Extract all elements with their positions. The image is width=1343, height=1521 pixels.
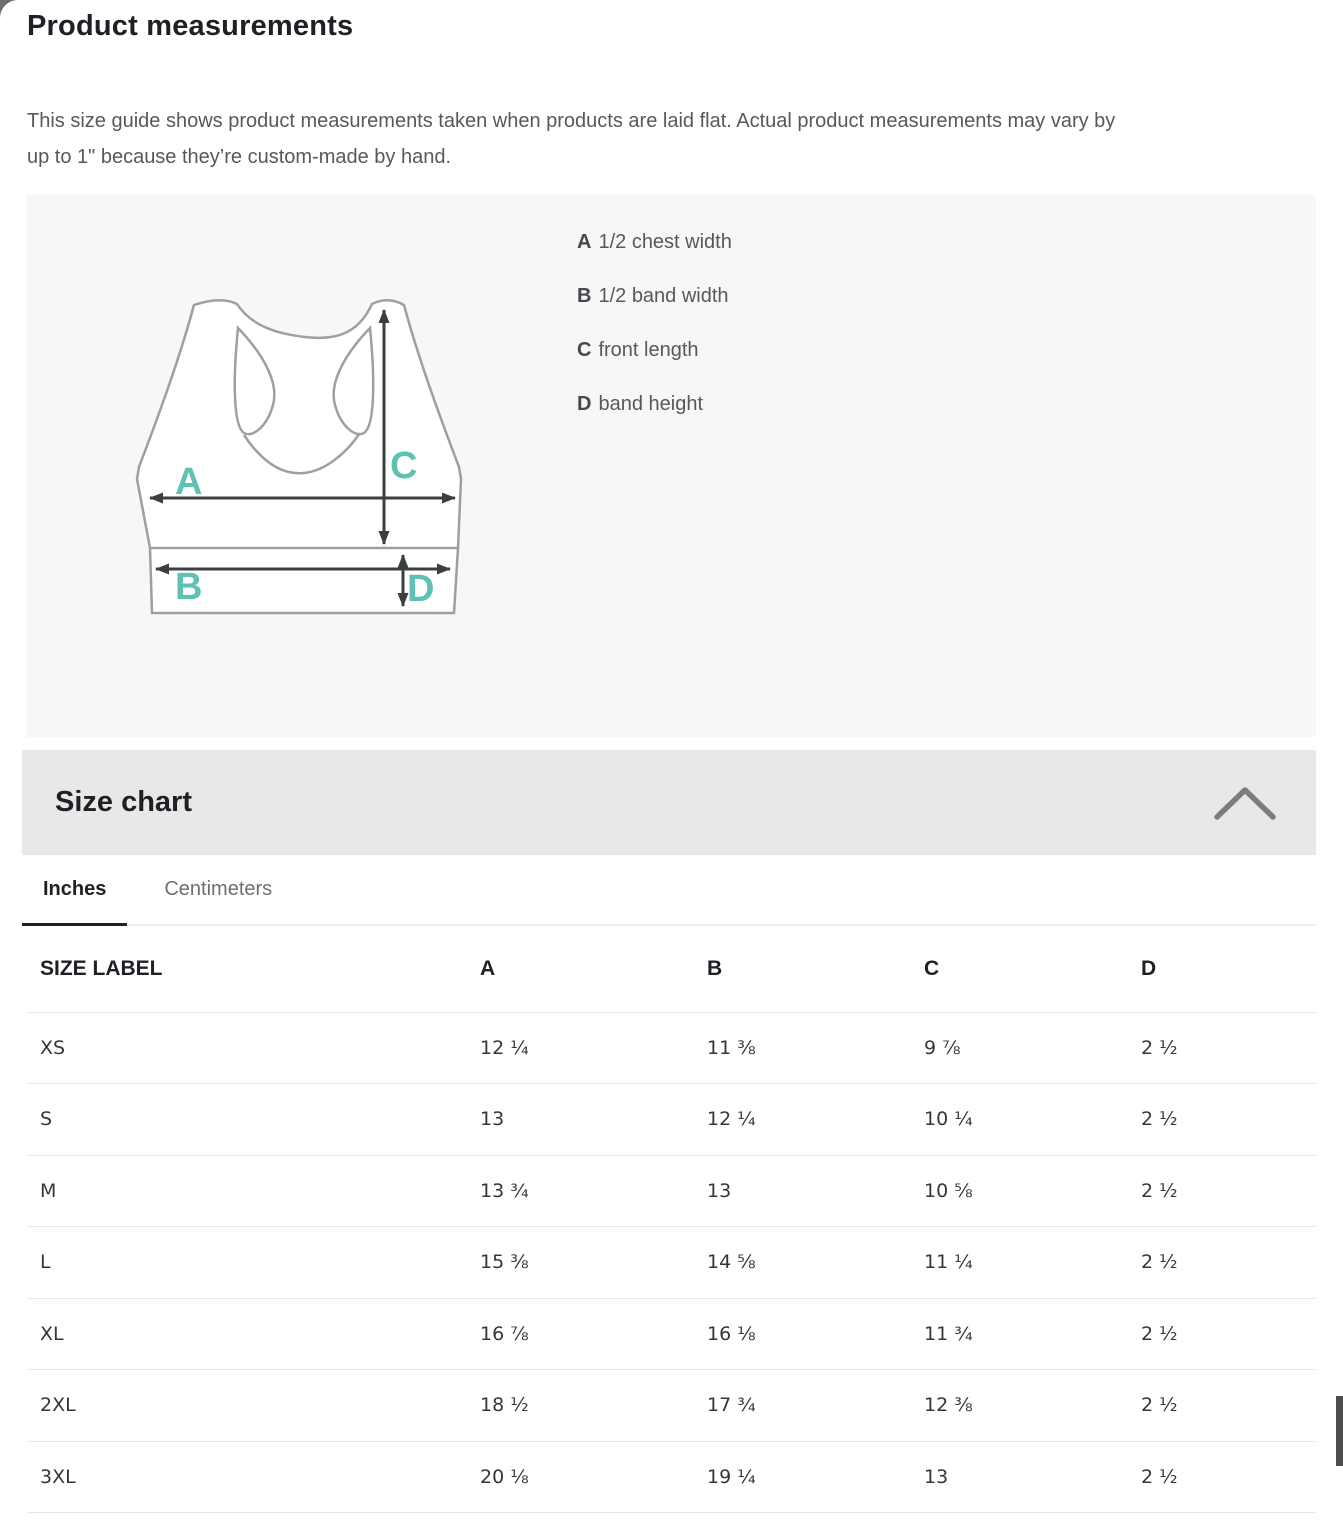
legend-item-d: D band height xyxy=(577,393,703,415)
legend-item-b: B 1/2 band width xyxy=(577,285,729,307)
label-d: D xyxy=(407,568,435,610)
sports-bra-diagram xyxy=(109,283,489,628)
intro-line-1: This size guide shows product measurements taken when products are laid flat. Actual product measurements may vary by xyxy=(27,110,1116,132)
col-b: B xyxy=(707,957,723,981)
legend-item-a: A 1/2 chest width xyxy=(577,231,732,253)
tab-centimeters[interactable]: Centimeters xyxy=(164,878,273,900)
table-row: XL 16 ⅞ 16 ⅛ 11 ¾ 2 ½ xyxy=(27,1298,1316,1370)
table-row: S 13 12 ¼ 10 ¼ 2 ½ xyxy=(27,1084,1316,1156)
label-a: A xyxy=(175,461,203,503)
size-chart-table xyxy=(27,927,1316,1513)
table-row: 2XL 18 ½ 17 ¾ 12 ⅜ 2 ½ xyxy=(27,1370,1316,1442)
tab-inches[interactable]: Inches xyxy=(22,855,127,924)
col-d: D xyxy=(1141,957,1157,981)
measurement-diagram-panel xyxy=(26,195,1316,737)
legend-item-c: C front length xyxy=(577,339,699,361)
label-b: B xyxy=(175,566,203,608)
col-c: C xyxy=(924,957,940,981)
label-c: C xyxy=(390,445,418,487)
col-size-label: SIZE LABEL xyxy=(40,957,163,981)
table-row: 3XL 20 ⅛ 19 ¼ 13 2 ½ xyxy=(27,1441,1316,1513)
page-title: Product measurements xyxy=(27,10,354,42)
table-row: XS 12 ¼ 11 ⅜ 9 ⅞ 2 ½ xyxy=(27,1012,1316,1084)
col-a: A xyxy=(480,957,496,981)
table-row: M 13 ¾ 13 10 ⅝ 2 ½ xyxy=(27,1155,1316,1227)
table-header-row xyxy=(27,927,1316,1012)
vertical-scrollbar-thumb[interactable] xyxy=(1336,1396,1343,1466)
measurement-legend xyxy=(577,231,732,447)
size-chart-title: Size chart xyxy=(55,786,192,818)
unit-tabs xyxy=(22,855,1316,926)
chevron-up-icon[interactable] xyxy=(1212,783,1278,823)
intro-line-2: up to 1" because they’re custom-made by hand. xyxy=(27,146,452,168)
intro-text xyxy=(27,103,1316,175)
table-row: L 15 ⅜ 14 ⅝ 11 ¼ 2 ½ xyxy=(27,1227,1316,1299)
size-chart-header[interactable] xyxy=(22,750,1316,855)
